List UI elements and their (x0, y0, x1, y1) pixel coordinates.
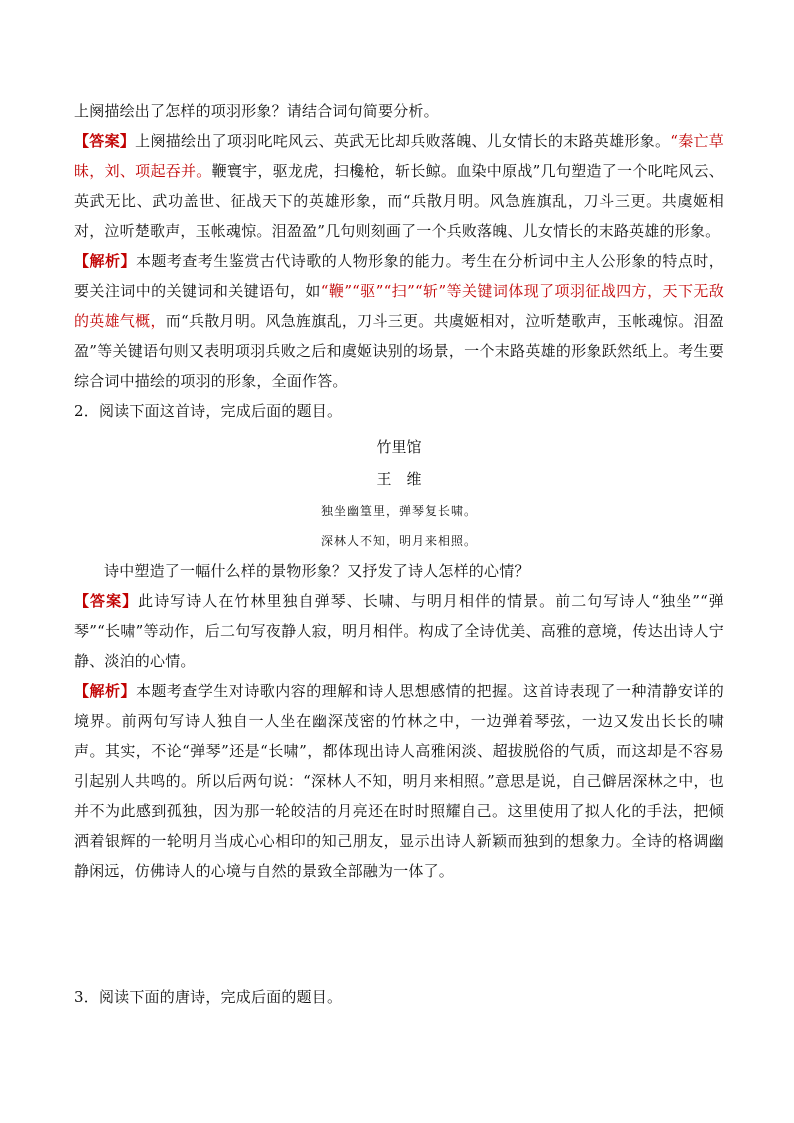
q1-analysis-text: 本题考查考生鉴赏古代诗歌的人物形象的能力。考生在分析词中主人公形象的特点时，要关注词中的关键词和关键语句，如 (74, 252, 724, 300)
analysis-tag: 【解析】 (74, 252, 136, 270)
q2-stem: 2．阅读下面这首诗，完成后面的题目。 (74, 402, 343, 420)
q1-analysis-text-cont: 而“兵散月明。风急旌旗乱，刀斗三更。共虞姬相对，泣听楚歌声，玉帐魂惊。泪盈盈”等关键语句则又表明项羽兵败之后和虞姬诀别的场景，一个末路英雄的形象跃然纸上。考生要综合词中描绘的项羽的形象，全面作答。 (74, 312, 724, 390)
q1-answer-text: 上阕描绘出了项羽叱咤风云、英武无比却兵败落魄、儿女情长的末路英雄形象。 (135, 132, 671, 150)
poem-author: 王 维 (376, 470, 422, 488)
q2-analysis (74, 676, 724, 886)
q3-stem: 3．阅读下面的唐诗，完成后面的题目。 (74, 988, 343, 1006)
q2-analysis-text: 本题考查学生对诗歌内容的理解和诗人思想感情的把握。这首诗表现了一种清静安详的境界。前两句写诗人独自一人坐在幽深茂密的竹林之中，一边弹着琴弦，一边又发出长长的啸声。其实，不论“弹琴”还是“长啸”，都体现出诗人高雅闲淡、超拔脱俗的气质，而这却是不容易引起别人共鸣的。所以后两句说：“深林人不知，明月来相照。”意思是说，自己僻居深林之中，也并不为此感到孤独，因为那一轮皎洁的月亮还在时时照耀自己。这里使用了拟人化的手法，把倾洒着银辉的一轮明月当成心心相印的知己朋友，显示出诗人新颖而独到的想象力。全诗的格调幽静闲远，仿佛诗人的心境与自然的景致全部融为一体了。 (74, 682, 724, 880)
spacer (74, 886, 724, 982)
poem-line-1: 独坐幽篁里，弹琴复长啸。 (320, 504, 477, 518)
q2-answer (74, 586, 724, 676)
q1-analysis (74, 246, 724, 396)
analysis-tag: 【解析】 (74, 682, 136, 700)
q2-question: 诗中塑造了一幅什么样的景物形象？又抒发了诗人怎样的心情？ (104, 562, 530, 580)
q1-answer-quote: “秦亡草昧，刘、项起吞并。 (74, 132, 724, 180)
q1-question: 上阕描绘出了怎样的项羽形象？请结合词句简要分析。 (74, 102, 439, 120)
q2-answer-text: 此诗写诗人在竹林里独自弹琴、长啸、与明月相伴的情景。前二句写诗人“独坐”“弹琴”“长啸”等动作，后二句写夜静人寂，明月相伴。构成了全诗优美、高雅的意境，传达出诗人宁静、淡泊的心情。 (74, 592, 725, 670)
poem-line-2: 深林人不知，明月来相照。 (320, 534, 477, 548)
poem-title: 竹里馆 (376, 438, 422, 456)
document-page (74, 96, 724, 1012)
answer-tag: 【答案】 (74, 132, 136, 150)
q1-analysis-keywords: “鞭”“驱”“扫”“斩”等关键词体现了项羽征战四方，天下无敌的英雄气概， (74, 282, 724, 330)
q1-answer (74, 126, 724, 246)
q1-answer-text-cont: 鞭寰宇，驱龙虎，扫欃枪，斩长鲸。血染中原战”几句塑造了一个叱咤风云、英武无比、武功盖世、征战天下的英雄形象，而“兵散月明。风急旌旗乱，刀斗三更。共虞姬相对，泣听楚歌声，玉帐魂惊。泪盈盈”几句则刻画了一个兵败落魄、儿女情长的末路英雄的形象。 (74, 162, 724, 240)
answer-tag: 【答案】 (74, 592, 139, 610)
